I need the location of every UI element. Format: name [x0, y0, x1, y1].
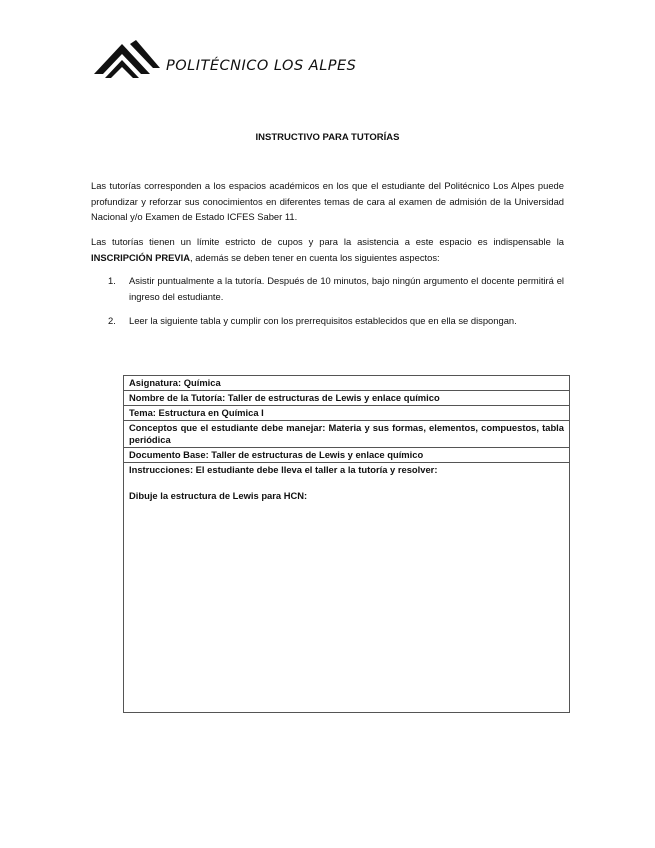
paragraph-text-bold: INSCRIPCIÓN PREVIA [91, 251, 190, 263]
table-row [124, 406, 570, 421]
table-row [124, 463, 570, 713]
mountain-logo-icon [92, 38, 162, 80]
paragraph-text-end: , además se deben tener en cuenta los siguientes aspectos: [189, 251, 440, 263]
page-title: INSTRUCTIVO PARA TUTORÍAS [255, 132, 400, 143]
requirements-paragraph [91, 234, 564, 265]
exercise-question: Dibuje la estructura de Lewis para HCN: [129, 490, 308, 501]
table-row [124, 448, 570, 463]
conceptos-cell: Conceptos que el estudiante debe manejar: Materia y sus formas, elementos, compuestos, tabla periódica [124, 421, 570, 448]
list-item-text: Asistir puntualmente a la tutoría. Después de 10 minutos, bajo ningún argumento el docente permitirá el ingreso del estudiante. [129, 275, 564, 302]
list-item-number: 1. [108, 275, 116, 286]
list-item-text: Leer la siguiente tabla y cumplir con los prerrequisitos establecidos que en ella se dispongan. [129, 315, 517, 326]
table-row [124, 421, 570, 448]
list-item-number: 2. [108, 315, 116, 326]
tema-cell: Tema: Estructura en Química I [124, 406, 570, 421]
logo-text: POLITÉCNICO LOS ALPES [166, 58, 357, 74]
asignatura-cell: Asignatura: Química [124, 376, 570, 391]
logo [92, 38, 356, 80]
instructions-cell [124, 463, 570, 713]
intro-paragraph: Las tutorías corresponden a los espacios académicos en los que el estudiante del Politécnico Los Alpes puede profundizar y reforzar sus conocimientos en diferentes temas de cara al examen de admisión de la Universidad Nacional y/o Examen de Estado ICFES Saber 11. [91, 180, 564, 222]
tutoring-info-table [123, 375, 570, 713]
paragraph-text-start: Las tutorías tienen un límite estricto de cupos y para la asistencia a este espacio es indispensable la [91, 236, 564, 247]
table-row [124, 391, 570, 406]
table-row [124, 376, 570, 391]
documento-base-cell: Documento Base: Taller de estructuras de Lewis y enlace químico [124, 448, 570, 463]
tutoria-name-cell: Nombre de la Tutoría: Taller de estructuras de Lewis y enlace químico [124, 391, 570, 406]
instructions-text: Instrucciones: El estudiante debe lleva el taller a la tutoría y resolver: [129, 464, 438, 475]
